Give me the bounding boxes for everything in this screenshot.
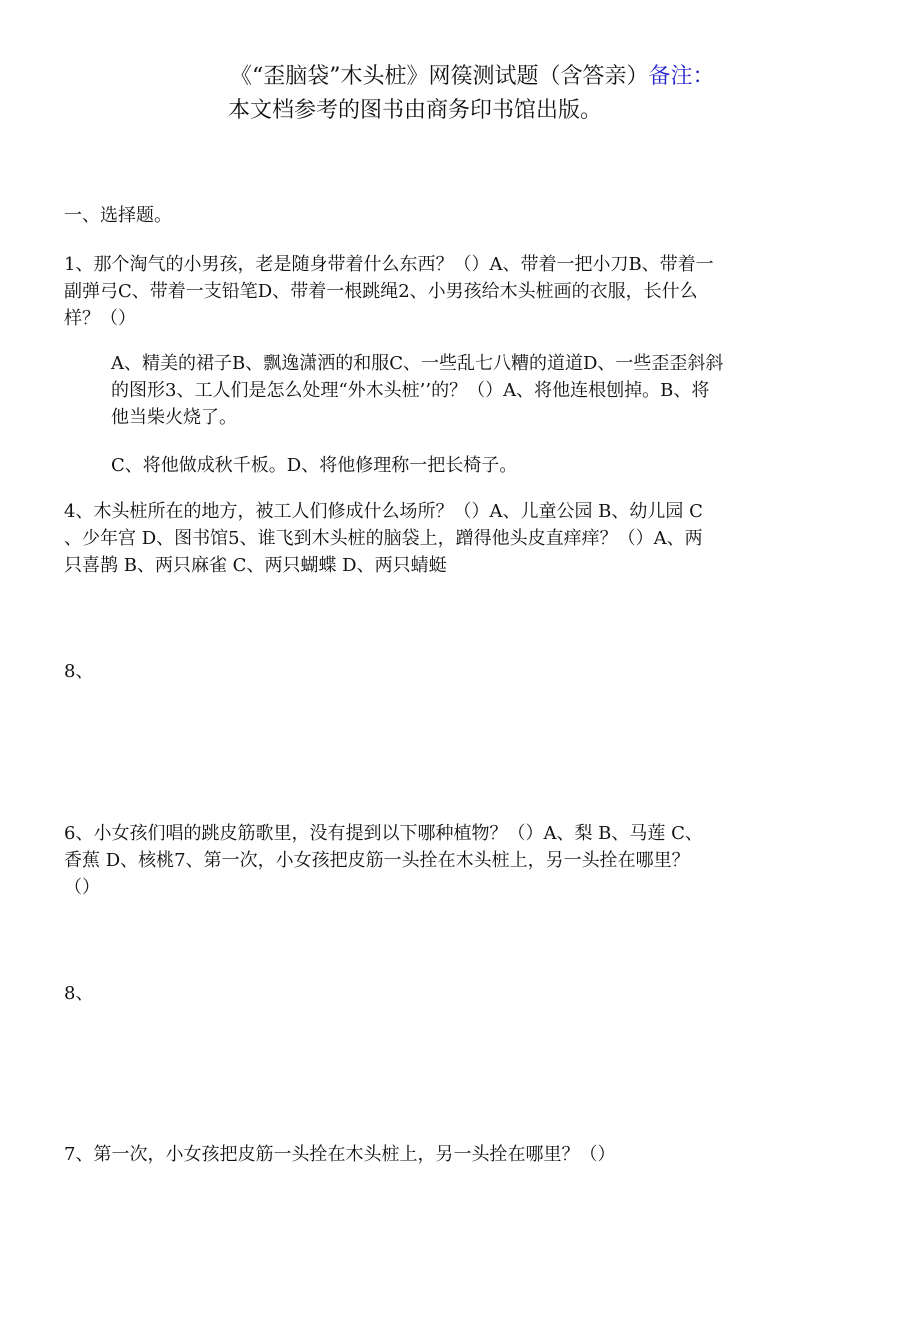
text-line: 的图形3、工人们是怎么处理“外木头桩’’的？（）A、将他连根刨掉。B、将	[111, 380, 710, 401]
question-number-8-first	[64, 658, 93, 685]
text-line: 8、	[64, 983, 94, 1004]
section-heading	[64, 202, 172, 229]
text-line: 样？（）	[64, 308, 136, 329]
text-line: A、精美的裙子B、飘逸潇洒的和服C、一些乱七八糟的道道D、一些歪歪斜斜	[111, 353, 724, 374]
question-block-1-2	[64, 251, 714, 332]
title-text: 《“歪脑袋”木头桩》网篌测试题（含答亲）	[230, 64, 649, 89]
text-line: 8、	[64, 661, 94, 682]
document-subtitle: 本文档参考的图书由商务印书馆出版。	[228, 98, 603, 123]
text-line: 副弹弓C、带着一支铅笔D、带着一根跳绳2、小男孩给木头桩画的衣服，长什么	[64, 281, 698, 302]
text-line: 7、第一次，小女孩把皮筋一头拴在木头桩上，另一头拴在哪里？（）	[64, 1144, 616, 1165]
text-line: 6、小女孩们唱的跳皮筋歌里，没有提到以下哪种植物？（）A、梨 B、马莲 C、	[64, 823, 703, 844]
text-line: 1、那个淘气的小男孩，老是随身带着什么东西？（）A、带着一把小刀B、带着一	[64, 254, 714, 275]
question-block-3-options-cont	[111, 452, 517, 479]
note-label: 备注：	[648, 64, 715, 89]
question-block-4-5	[64, 498, 703, 579]
question-7	[64, 1141, 615, 1168]
text-line: 4、木头桩所在的地方，被工人们修成什么场所？（）A、儿童公园 B、幼儿园 C	[64, 501, 703, 522]
question-block-6-7	[64, 820, 703, 901]
section-heading-text: 一、选择题。	[64, 205, 172, 226]
document-title	[230, 62, 715, 92]
text-line: C、将他做成秋千板。D、将他修理称一把长椅子。	[111, 455, 518, 476]
text-line: 只喜鹊 B、两只麻雀 C、两只蝴蝶 D、两只蜻蜓	[64, 555, 447, 576]
text-line: 香蕉 D、核桃7、第一次，小女孩把皮筋一头拴在木头桩上，另一头拴在哪里？	[64, 850, 690, 871]
question-number-8-second	[64, 980, 93, 1007]
text-line: （）	[64, 877, 100, 898]
text-line: 、少年宫 D、图书馆5、谁飞到木头桩的脑袋上，蹭得他头皮直痒痒？（）A、两	[64, 528, 703, 549]
text-line: 他当柴火烧了。	[111, 407, 237, 428]
question-block-2-3-options	[111, 350, 723, 431]
